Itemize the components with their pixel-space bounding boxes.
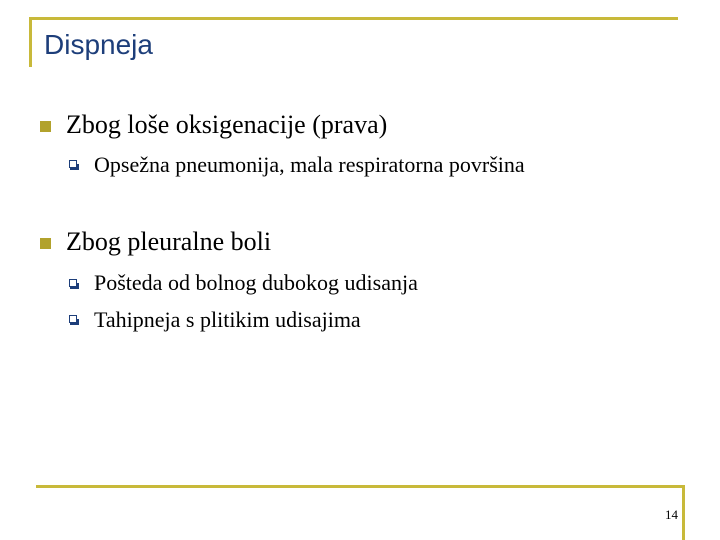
title-rule-left: [29, 17, 32, 67]
checkbox-bullet-icon: [69, 279, 77, 287]
bullet-item: Zbog loše oksigenacije (prava): [66, 110, 388, 139]
title-rule-top: [30, 17, 678, 20]
page-number: 14: [665, 507, 678, 522]
checkbox-bullet-icon: [69, 160, 77, 168]
slide-title: Dispneja: [44, 29, 153, 60]
square-bullet-icon: [40, 238, 51, 249]
square-bullet-icon: [40, 121, 51, 132]
footer-rule-right: [682, 485, 685, 540]
checkbox-bullet-icon: [69, 315, 77, 323]
sub-bullet-item: Opsežna pneumonija, mala respiratorna površina: [94, 152, 525, 177]
footer-rule: [36, 485, 684, 488]
sub-bullet-item: Tahipneja s plitikim udisajima: [94, 307, 361, 332]
bullet-item: Zbog pleuralne boli: [66, 227, 272, 256]
sub-bullet-item: Pošteda od bolnog dubokog udisanja: [94, 270, 418, 295]
